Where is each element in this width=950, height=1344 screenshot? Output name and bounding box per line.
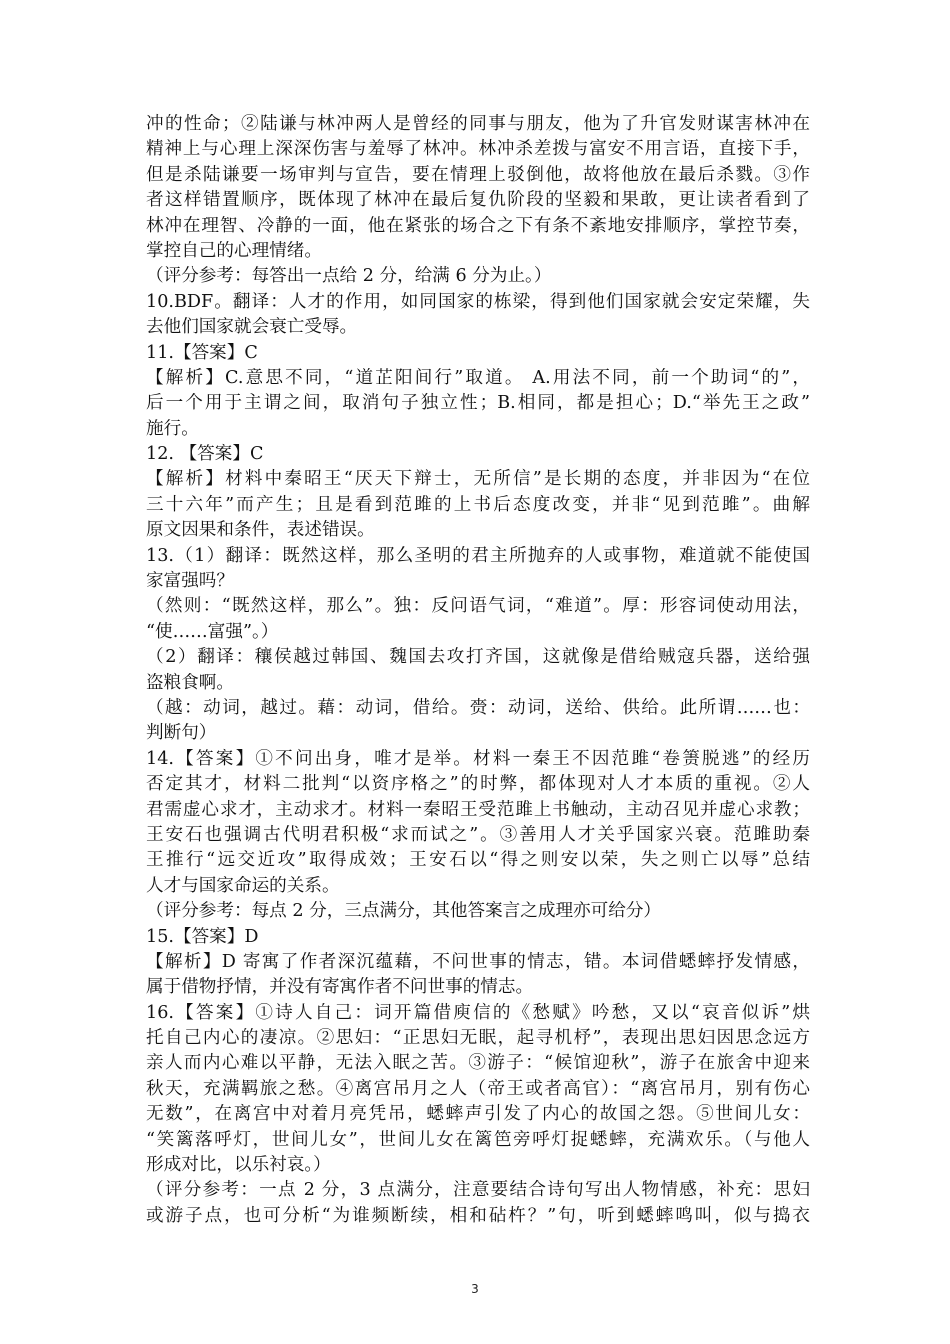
text-line: （评分参考：一点 2 分，3 点满分，注意要结合诗句写出人物情感，补充：思妇	[146, 1180, 810, 1201]
text-line: （评分参考：每点 2 分，三点满分，其他答案言之成理亦可给分）	[146, 901, 662, 922]
text-line: 15.【答案】D	[146, 926, 259, 947]
text-line: 秋天，充满羁旅之愁。④离宫吊月之人（帝王或者高官）：“离宫吊月，别有伤心	[146, 1078, 810, 1099]
text-line: 或游子点，也可分析“为谁频断续，相和砧杵？”句，听到蟋蟀鸣叫，似与捣衣	[146, 1205, 810, 1226]
text-line: 【解析】D 寄寓了作者深沉蕴藉，不问世事的情志，错。本词借蟋蟀抒发情感，	[146, 951, 810, 972]
text-line: 三十六年”而产生；且是看到范雎的上书后态度改变，并非“见到范雎”。曲解	[146, 494, 810, 515]
text-line: 人才与国家命运的关系。	[146, 875, 340, 896]
text-line: 12. 【答案】C	[146, 444, 264, 465]
text-line: （评分参考：每答出一点给 2 分，给满 6 分为止。）	[146, 266, 552, 287]
text-line: 精神上与心理上深深伤害与羞辱了林冲。林冲杀差拨与富安不用言语，直接下手，	[146, 139, 810, 160]
text-line: 林冲在理智、冷静的一面，他在紧张的场合之下有条不紊地安排顺序，掌控节奏，	[146, 215, 810, 236]
page-number: 3	[471, 1282, 479, 1296]
text-line: 判断句）	[146, 723, 217, 744]
text-line: 属于借物抒情，并没有寄寓作者不问世事的情志。	[146, 977, 534, 998]
text-line: 去他们国家就会衰亡受辱。	[146, 317, 358, 338]
text-line: 11.【答案】C	[146, 342, 258, 363]
text-line: 王推行“远交近攻”取得成效；王安石以“得之则安以荣，失之则亡以辱”总结	[146, 850, 810, 871]
text-line: “使……富强”。）	[146, 621, 279, 642]
text-line: 【解析】C.意思不同，“道芷阳间行”取道。 A.用法不同，前一个助词“的”，	[146, 367, 810, 388]
text-line: 家富强吗？	[146, 571, 234, 592]
text-line: 但是杀陆谦要一场审判与宣告，要在情理上驳倒他，故将他放在最后杀戮。③作	[146, 164, 810, 185]
text-line: 王安石也强调古代明君积极“求而试之”。③善用人才关乎国家兴衰。范雎助秦	[146, 824, 810, 845]
text-line: 后一个用于主谓之间，取消句子独立性；B.相同，都是担心；D.“举先王之政”	[146, 393, 810, 414]
text-line: （然则：“既然这样，那么”。独：反问语气词，“难道”。厚：形容词使动用法，	[146, 596, 810, 617]
text-line: 无数”，在离宫中对着月亮凭吊，蟋蟀声引发了内心的故国之怨。⑤世间儿女：	[146, 1104, 810, 1125]
text-line: 者这样错置顺序，既体现了林冲在最后复仇阶段的坚毅和果敢，更让读者看到了	[146, 190, 810, 211]
text-line: 亲人而内心难以平静，无法入眠之苦。③游子：“候馆迎秋”，游子在旅舍中迎来	[146, 1053, 810, 1074]
text-line: 10.BDF。翻译：人才的作用，如同国家的栋梁，得到他们国家就会安定荣耀，失	[146, 291, 810, 312]
text-line: 否定其才，材料二批判“以资序格之”的时弊，都体现对人才本质的重视。②人	[146, 774, 810, 795]
text-line: （越：动词，越过。藉：动词，借给。赍：动词，送给、供给。此所谓……也：	[146, 697, 810, 718]
answer-key-body	[146, 112, 810, 1229]
text-line: 原文因果和条件，表述错误。	[146, 520, 375, 541]
text-line: 13.（1）翻译：既然这样，那么圣明的君主所抛弃的人或事物，难道就不能使国	[146, 545, 810, 566]
text-line: 托自己内心的凄凉。②思妇：“正思妇无眠，起寻机杼”，表现出思妇因思念远方	[146, 1028, 810, 1049]
text-line: 【解析】材料中秦昭王“厌天下辩士，无所信”是长期的态度，并非因为“在位	[146, 469, 810, 490]
text-line: 形成对比，以乐衬哀。）	[146, 1155, 331, 1176]
text-line: （2）翻译：穰侯越过韩国、魏国去攻打齐国，这就像是借给贼寇兵器，送给强	[146, 647, 810, 668]
text-line: 16.【答案】①诗人自己：词开篇借庾信的《愁赋》吟愁，又以“哀音似诉”烘	[146, 1002, 810, 1023]
text-line: 盗粮食啊。	[146, 672, 234, 693]
text-line: 冲的性命；②陆谦与林冲两人是曾经的同事与朋友，他为了升官发财谋害林冲在	[146, 114, 810, 134]
text-line: 掌控自己的心理情绪。	[146, 240, 322, 261]
text-line: 君需虚心求才，主动求才。材料一秦昭王受范雎上书触动，主动召见并虚心求教；	[146, 799, 810, 820]
text-line: 施行。	[146, 418, 199, 439]
text-line: 14.【答案】①不问出身，唯才是举。材料一秦王不因范雎“卷箦脱逃”的经历	[146, 748, 810, 769]
text-line: “笑篱落呼灯，世间儿女”，世间儿女在篱笆旁呼灯捉蟋蟀，充满欢乐。（与他人	[146, 1129, 810, 1150]
